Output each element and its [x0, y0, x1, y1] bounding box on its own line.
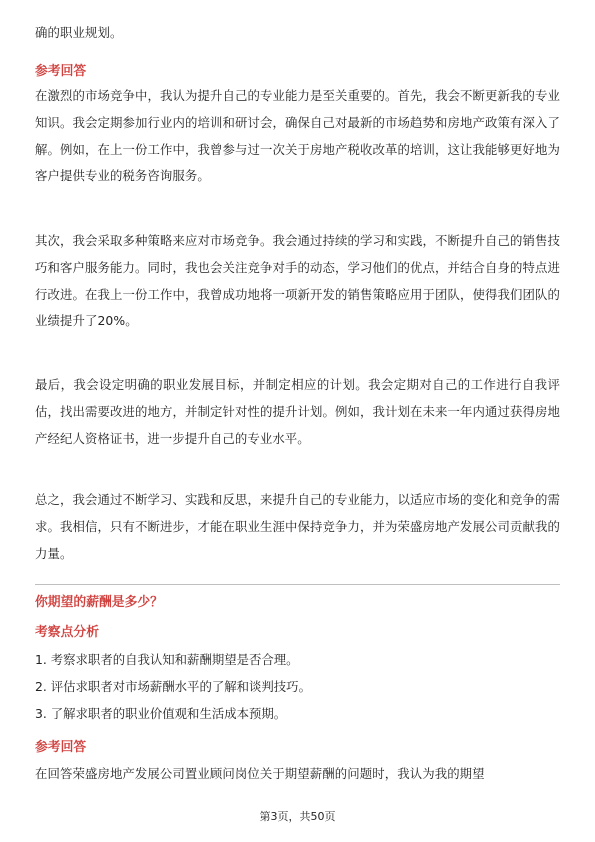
analysis-point-2: 2. 评估求职者对市场薪酬水平的了解和谈判技巧。	[35, 679, 311, 694]
answer-start: 在回答荣盛房地产发展公司置业顾问岗位关于期望薪酬的问题时，我认为我的期望	[35, 766, 485, 781]
continued-text: 确的职业规划。	[35, 25, 123, 40]
reference-answer-heading-2: 参考回答	[35, 740, 87, 755]
section-divider	[35, 584, 560, 585]
analysis-point-1: 1. 考察求职者的自我认知和薪酬期望是否合理。	[35, 652, 299, 667]
reference-answer-heading: 参考回答	[35, 64, 87, 79]
page-number: 第3页，共50页	[259, 810, 336, 823]
answer-paragraph-3: 最后，我会设定明确的职业发展目标，并制定相应的计划。我会定期对自己的工作进行自我评估，找出需要改进的地方，并制定针对性的提升计划。例如，我计划在未来一年内通过获得房地产经纪人资格证书，进一步提升自己的专业水平。	[35, 377, 560, 446]
answer-paragraph-1: 在激烈的市场竞争中，我认为提升自己的专业能力是至关重要的。首先，我会不断更新我的专业知识。我会定期参加行业内的培训和研讨会，确保自己对最新的市场趋势和房地产政策有深入了解。例如，在上一份工作中，我曾参与过一次关于房地产税收改革的培训，这让我能够更好地为客户提供专业的税务咨询服务。	[35, 88, 560, 184]
answer-paragraph-4: 总之，我会通过不断学习、实践和反思，来提升自己的专业能力，以适应市场的变化和竞争的需求。我相信，只有不断进步，才能在职业生涯中保持竞争力，并为荣盛房地产发展公司贡献我的力量。	[35, 492, 560, 561]
question-title: 你期望的薪酬是多少？	[35, 595, 163, 610]
answer-paragraph-2: 其次，我会采取多种策略来应对市场竞争。我会通过持续的学习和实践，不断提升自己的销售技巧和客户服务能力。同时，我也会关注竞争对手的动态，学习他们的优点，并结合自身的特点进行改进。在我上一份工作中，我曾成功地将一项新开发的销售策略应用于团队，使得我们团队的业绩提升了20%。	[35, 233, 560, 329]
analysis-heading: 考察点分析	[35, 625, 99, 640]
analysis-point-3: 3. 了解求职者的职业价值观和生活成本预期。	[35, 706, 287, 721]
